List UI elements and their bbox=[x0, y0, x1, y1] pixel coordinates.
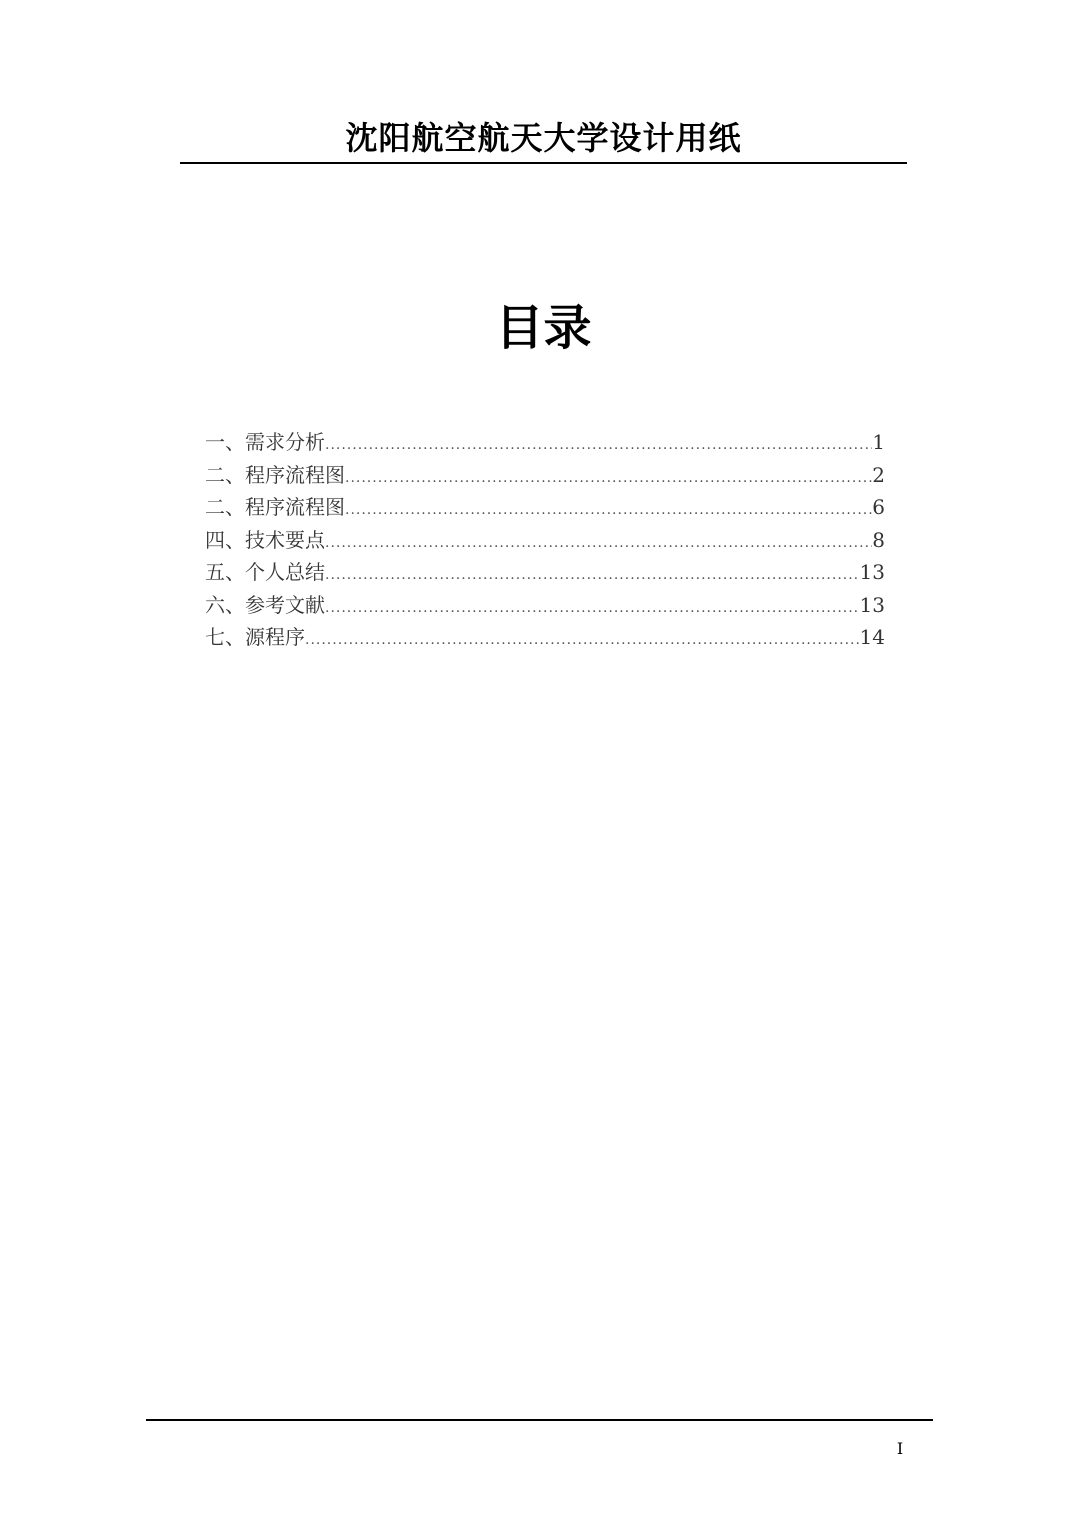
page-number: I bbox=[896, 1439, 904, 1458]
toc-leader-dots bbox=[305, 632, 860, 648]
toc-entry[interactable] bbox=[205, 524, 885, 557]
toc-leader-dots bbox=[345, 470, 872, 486]
toc-entry-label: 程序流程图 bbox=[245, 462, 345, 487]
toc-entry-number: 五 bbox=[205, 560, 225, 584]
toc-entry-label: 程序流程图 bbox=[245, 495, 345, 519]
toc-leader-dots bbox=[325, 567, 860, 583]
toc-entry-label: 需求分析 bbox=[245, 430, 325, 454]
toc-entry-label: 源程序 bbox=[245, 625, 305, 649]
toc-entry-page: 13 bbox=[859, 560, 885, 584]
toc-leader-dots bbox=[345, 502, 872, 518]
toc-entry-number: 七 bbox=[205, 625, 225, 649]
toc-entry-separator: 、 bbox=[225, 495, 245, 519]
toc-entry-label: 技术要点 bbox=[245, 527, 325, 552]
toc-entry-separator: 、 bbox=[225, 462, 245, 487]
toc-leader-dots bbox=[325, 437, 872, 453]
toc-entry-separator: 、 bbox=[225, 625, 245, 649]
toc-entry-page: 13 bbox=[859, 592, 885, 617]
toc-entry-number: 一 bbox=[205, 430, 225, 454]
toc-entry-page: 2 bbox=[872, 462, 885, 487]
toc-entry[interactable] bbox=[205, 426, 885, 459]
toc-entry[interactable] bbox=[205, 621, 885, 654]
toc-heading: 目录 bbox=[495, 300, 592, 356]
header-title: 沈阳航空航天大学设计用纸 bbox=[345, 119, 742, 157]
toc-entry-number: 六 bbox=[205, 592, 225, 617]
toc-entry[interactable] bbox=[205, 491, 885, 524]
toc-entry-number: 二 bbox=[205, 495, 225, 519]
toc-entry[interactable] bbox=[205, 589, 885, 622]
toc-entry-label: 参考文献 bbox=[245, 592, 325, 617]
toc-entry-page: 6 bbox=[872, 495, 885, 519]
footer-divider bbox=[146, 1419, 933, 1421]
toc-entry[interactable] bbox=[205, 459, 885, 492]
toc-leader-dots bbox=[325, 600, 860, 616]
toc-list bbox=[205, 426, 885, 654]
toc-entry-separator: 、 bbox=[225, 560, 245, 584]
toc-entry-number: 四 bbox=[205, 527, 225, 552]
toc-leader-dots bbox=[325, 535, 872, 551]
toc-entry-number: 二 bbox=[205, 462, 225, 487]
toc-entry-page: 14 bbox=[859, 625, 885, 649]
toc-entry-separator: 、 bbox=[225, 430, 245, 454]
toc-entry-separator: 、 bbox=[225, 592, 245, 617]
toc-entry-page: 8 bbox=[872, 527, 885, 552]
toc-entry-label: 个人总结 bbox=[245, 560, 325, 584]
toc-entry-separator: 、 bbox=[225, 527, 245, 552]
toc-entry-page: 1 bbox=[872, 430, 885, 454]
header-divider bbox=[180, 162, 907, 164]
toc-entry[interactable] bbox=[205, 556, 885, 589]
